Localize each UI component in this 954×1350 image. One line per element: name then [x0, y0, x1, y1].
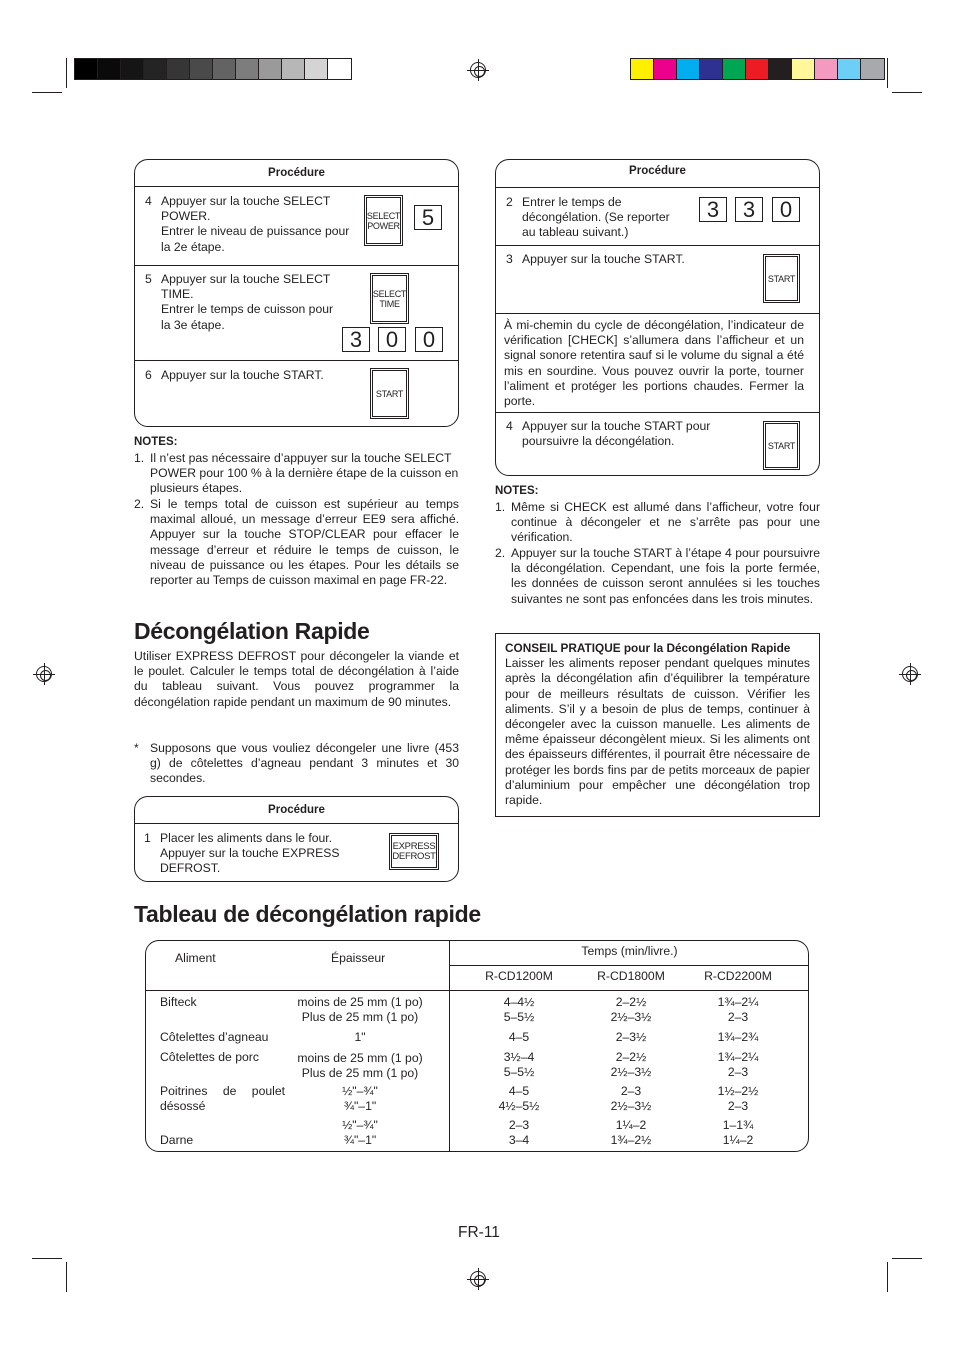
- color-swatch: [769, 59, 792, 79]
- time-value: 1¾–2¾: [717, 1030, 759, 1044]
- note-number: 1.: [495, 500, 506, 514]
- color-swatch: [236, 59, 259, 79]
- food-cell: Côtelettes d’agneau: [160, 1030, 269, 1044]
- color-swatch: [213, 59, 236, 79]
- crop-mark: [887, 58, 888, 88]
- start-key: [372, 370, 407, 417]
- time-value: 2–3: [508, 1118, 530, 1132]
- procedure-header: Procédure: [135, 160, 458, 187]
- crop-mark: [66, 1262, 67, 1292]
- tip-title: CONSEIL PRATIQUE pour la Décongélation Rapide: [505, 641, 791, 655]
- procedure-step-5: [135, 266, 458, 361]
- color-swatch: [792, 59, 815, 79]
- procedure-step-4: [135, 187, 458, 266]
- procedure-header: Procédure: [496, 160, 819, 188]
- time-value: 1¼–2: [615, 1118, 647, 1132]
- key-label: SELECT: [372, 288, 407, 299]
- crop-mark: [892, 1258, 922, 1259]
- header-model: R-CD2200M: [704, 969, 772, 983]
- color-swatch: [190, 59, 213, 79]
- example-note: [134, 741, 459, 787]
- time-value: 5–5½: [503, 1065, 535, 1079]
- key-label: EXPRESS: [392, 840, 436, 852]
- table-divider: [146, 990, 809, 991]
- color-swatch: [815, 59, 838, 79]
- start-key: [765, 423, 798, 468]
- start-key: [765, 256, 798, 301]
- time-value: 4–5: [508, 1084, 530, 1098]
- key-label: START: [767, 440, 796, 451]
- gray-color-bar: [74, 58, 352, 80]
- thickness-value: ½"–¾": [342, 1118, 378, 1132]
- rapid-defrost-intro: Utiliser EXPRESS DEFROST pour décongeler la viande et le poulet. Calculer le temps total de décongélation à l’aide du tableau suivant. Vous pouvez programmer la décongélation rapide pendant un maximum de 90 minutes.: [134, 649, 459, 709]
- step-content: [506, 195, 686, 241]
- step-number: 4: [506, 419, 513, 433]
- step-line: Appuyer sur la touche SELECT POWER.: [161, 194, 331, 224]
- time-value: 2–2½: [615, 1050, 647, 1064]
- key-label: START: [767, 273, 796, 284]
- section-title-defrost-table: Tableau de décongélation rapide: [134, 901, 481, 927]
- step-line: Appuyer sur la touche SELECT TIME.: [161, 272, 331, 302]
- crop-mark: [892, 92, 922, 93]
- procedure-step-3: [496, 246, 819, 314]
- step-text: [161, 194, 350, 255]
- thickness-value: moins de 25 mm (1 po): [297, 1051, 423, 1065]
- registration-mark-icon: [470, 1271, 486, 1287]
- crop-mark: [66, 58, 67, 88]
- time-value: 3–4: [508, 1133, 530, 1147]
- time-cell: [668, 1030, 808, 1045]
- time-cell: [668, 1050, 808, 1080]
- key-label: POWER: [367, 220, 400, 231]
- color-swatch: [746, 59, 769, 79]
- procedure-box-express: [134, 796, 459, 882]
- note-text: Il n’est pas nécessaire d’appuyer sur la touche SELECT POWER pour 100 % à la dernière étape de la cuisson en plusieurs étapes.: [150, 451, 459, 496]
- step-content: [506, 419, 731, 449]
- express-defrost-key: [391, 835, 437, 868]
- display-digit: 3: [342, 327, 370, 352]
- note-item: [495, 500, 820, 546]
- select-power-key: [366, 197, 401, 244]
- color-swatch: [282, 59, 305, 79]
- notes-heading: NOTES:: [495, 485, 539, 497]
- key-label: DEFROST: [392, 850, 436, 862]
- thickness-value: 1": [354, 1030, 366, 1044]
- step-text: Appuyer sur la touche START.: [161, 368, 324, 382]
- step-content: [145, 194, 350, 255]
- step-content: [145, 368, 355, 383]
- step-text: Placer les aliments dans le four. Appuyer sur la touche EXPRESS DEFROST.: [160, 831, 340, 876]
- procedure-step-2: [496, 188, 819, 246]
- time-value: 2–2½: [615, 995, 647, 1009]
- note-text: Si le temps total de cuisson est supérieur au temps maximal alloué, un message d’erreur EE9 sera affiché. Appuyer sur la touche STOP/CLEAR pour effacer le message d’erreur et réduire le temps de cuisson, le niveau de puissance ou les étapes. Pour les détails se reporter au Temps de cuisson maximal en page FR-22.: [150, 497, 459, 588]
- note-number: 2.: [134, 497, 145, 511]
- key-label: SELECT: [366, 210, 401, 221]
- color-swatch: [305, 59, 328, 79]
- check-info-text: À mi-chemin du cycle de décongélation, l’indicateur de vérification [CHECK] s’allumera dans l’afficheur et un signal sonore retentira sauf si le volume du signal a été mis en sourdine. Vous pouvez ouvrir la porte, tourner l’aliment et protéger les portions chaudes. Fermer la porte.: [504, 318, 804, 409]
- food-cell: Darne: [160, 1133, 194, 1147]
- thickness-cell: [280, 1118, 440, 1148]
- check-info-row: [496, 314, 819, 413]
- display-digit: 3: [699, 197, 727, 222]
- note-item: [134, 451, 459, 497]
- header-food: Aliment: [175, 951, 216, 965]
- header-time: Temps (min/livre.): [581, 944, 678, 958]
- time-value: 4–5: [508, 1030, 530, 1044]
- color-swatch: [861, 59, 884, 79]
- notes-heading: NOTES:: [134, 436, 178, 448]
- color-swatch: [98, 59, 121, 79]
- registration-mark-icon: [902, 666, 918, 682]
- time-value: 5–5½: [503, 1010, 535, 1024]
- color-swatch: [631, 59, 654, 79]
- header-model: R-CD1800M: [597, 969, 665, 983]
- thickness-value: ¾"–1": [343, 1099, 377, 1113]
- tip-text: Laisser les aliments reposer pendant quelques minutes après la décongélation afin d’équilibrer la température pour de meilleurs résultats de cuisson. Vérifier les aliments. S’il y a besoin de plus de temps, continuer à décongeler avec la cuisson manuelle. Les aliments de même épaisseur décongèlent mieux. Si les aliments ont des épaisseurs différentes, il pourrait être nécessaire de protéger les bords fins par de petits morceaux de papier d’aluminium pour empêcher une décongélation trop rapide.: [505, 656, 810, 808]
- section-title-rapid-defrost: Décongélation Rapide: [134, 618, 370, 644]
- color-swatch: [144, 59, 167, 79]
- color-swatch: [167, 59, 190, 79]
- process-color-bar: [630, 58, 885, 80]
- time-value: 2½–3½: [610, 1010, 652, 1024]
- step-number: 4: [145, 194, 152, 208]
- example-text: Supposons que vous vouliez décongeler une livre (453 g) de côtelettes d’agneau pendant 3 minutes et 30 secondes.: [150, 741, 459, 786]
- note-number: 2.: [495, 546, 506, 560]
- food-cell: Bifteck: [160, 995, 197, 1009]
- procedure-step-4: [496, 413, 819, 476]
- thickness-cell: [280, 1030, 440, 1045]
- time-cell: [668, 995, 808, 1025]
- select-time-key: [372, 275, 407, 322]
- time-value: 1¾–2½: [610, 1133, 652, 1147]
- color-swatch: [259, 59, 282, 79]
- header-thickness: Épaisseur: [331, 951, 386, 965]
- asterisk-mark: *: [134, 741, 139, 755]
- thickness-cell: [280, 1051, 440, 1081]
- registration-mark-icon: [36, 666, 52, 682]
- thickness-cell: [280, 995, 440, 1025]
- procedure-step-1: [135, 824, 458, 882]
- time-value: 2½–3½: [610, 1065, 652, 1079]
- procedure-box-multistage: [134, 159, 459, 427]
- display-digit: 0: [415, 327, 443, 352]
- thickness-value: ½"–¾": [342, 1084, 378, 1098]
- step-number: 1: [144, 831, 151, 845]
- crop-mark: [887, 1262, 888, 1292]
- time-value: 2½–3½: [610, 1099, 652, 1113]
- key-label: START: [375, 388, 404, 399]
- thickness-value: ¾"–1": [343, 1133, 377, 1147]
- procedure-step-6: [135, 361, 458, 426]
- time-value: 2–3: [620, 1084, 642, 1098]
- note-text: Appuyer sur la touche START à l’étape 4 pour poursuivre la décongélation. Cependant, une fois la porte fermée, les données de cuisson seront annulées si les touches suivantes ne sont pas enfoncées dans les trois minutes.: [511, 546, 820, 606]
- color-swatch: [723, 59, 746, 79]
- time-cell: [668, 1118, 808, 1148]
- procedure-box-defrost: [495, 159, 820, 476]
- color-swatch: [700, 59, 723, 79]
- display-digit: 0: [378, 327, 406, 352]
- step-text: Entrer le temps de décongélation. (Se reporter au tableau suivant.): [522, 195, 670, 240]
- crop-mark: [32, 1258, 62, 1259]
- crop-mark: [32, 92, 62, 93]
- step-content: [506, 252, 716, 267]
- display-digit: 3: [735, 197, 763, 222]
- display-digit: 0: [772, 197, 800, 222]
- step-text: Appuyer sur la touche START pour poursuivre la décongélation.: [522, 419, 711, 449]
- defrost-table: [145, 940, 809, 1152]
- step-text: Appuyer sur la touche START.: [522, 252, 685, 266]
- step-content: [145, 272, 345, 333]
- time-value: 1–1¾: [722, 1118, 754, 1132]
- registration-mark-icon: [470, 62, 486, 78]
- step-number: 5: [145, 272, 152, 286]
- time-value: 2–3: [727, 1065, 749, 1079]
- note-item: [495, 546, 820, 607]
- time-value: 1¾–2¼: [717, 995, 759, 1009]
- table-divider: [449, 965, 809, 966]
- color-swatch: [121, 59, 144, 79]
- step-number: 3: [506, 252, 513, 266]
- time-value: 2–3: [727, 1010, 749, 1024]
- time-cell: [668, 1084, 808, 1114]
- step-line: Entrer le temps de cuisson pour la 3e étape.: [161, 302, 334, 332]
- header-model: R-CD1200M: [485, 969, 553, 983]
- display-digit: 5: [414, 205, 442, 230]
- food-cell: Poitrines de poulet désossé: [160, 1084, 285, 1113]
- page-number: FR-11: [458, 1224, 500, 1241]
- thickness-value: moins de 25 mm (1 po): [297, 995, 423, 1009]
- color-swatch: [328, 59, 351, 79]
- step-text: [161, 272, 345, 333]
- time-value: 4½–5½: [498, 1099, 540, 1113]
- time-value: 2–3½: [615, 1030, 647, 1044]
- step-number: 6: [145, 368, 152, 382]
- step-content: [144, 831, 364, 877]
- step-line: Entrer le niveau de puissance pour la 2e étape.: [161, 224, 350, 254]
- note-number: 1.: [134, 451, 145, 465]
- thickness-value: Plus de 25 mm (1 po): [301, 1066, 419, 1080]
- color-swatch: [838, 59, 861, 79]
- color-swatch: [75, 59, 98, 79]
- time-value: 4–4½: [503, 995, 535, 1009]
- practical-tip-box: [495, 633, 820, 817]
- thickness-cell: [280, 1084, 440, 1114]
- time-value: 3½–4: [503, 1050, 535, 1064]
- color-swatch: [677, 59, 700, 79]
- time-value: 2–3: [727, 1099, 749, 1113]
- time-value: 1¼–2: [722, 1133, 754, 1147]
- note-text: Même si CHECK est allumé dans l’afficheur, votre four continue à décongeler et ne s’arrête pas pour une vérification.: [511, 500, 820, 545]
- time-value: 1½–2½: [717, 1084, 759, 1098]
- time-value: 1¾–2¼: [717, 1050, 759, 1064]
- color-swatch: [654, 59, 677, 79]
- step-number: 2: [506, 195, 513, 209]
- procedure-header: Procédure: [135, 797, 458, 824]
- thickness-value: Plus de 25 mm (1 po): [301, 1010, 419, 1024]
- food-cell: Côtelettes de porc: [160, 1050, 259, 1064]
- key-label: TIME: [379, 298, 400, 309]
- note-item: [134, 497, 459, 588]
